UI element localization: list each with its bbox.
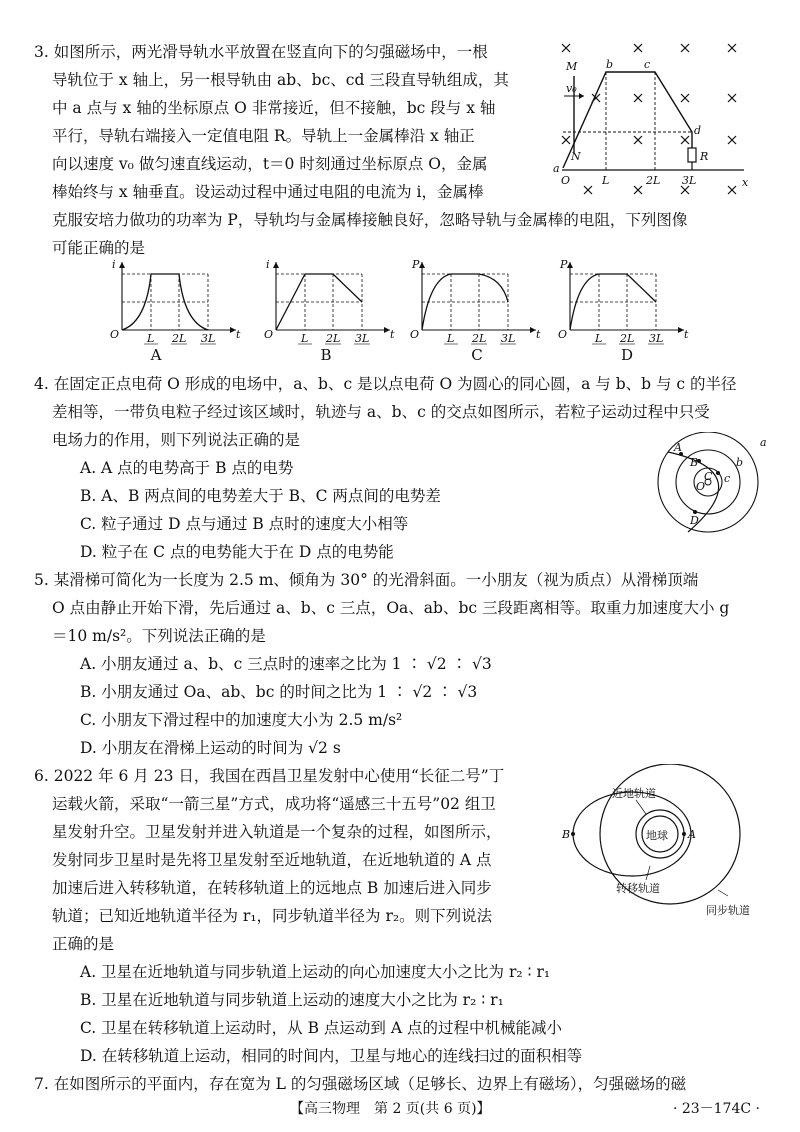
q6-orbit-figure [558,764,768,930]
label-b: b [736,456,744,469]
graph-A-tick2: 2L [172,332,187,345]
label-M: M [566,60,578,73]
q3-line-2: 导轨位于 x 轴上，另一根导轨由 ab、bc、cd 三段直导轨组成，其 [52,71,509,89]
label-a: a [553,162,560,175]
q4-option-a[interactable]: A. A 点的电势高于 B 点的电势 [80,459,294,477]
label-a: a [760,436,767,449]
q3-line-1: 3. 如图所示，两光滑导轨水平放置在竖直向下的匀强磁场中，一根 [34,43,488,61]
label-c: c [724,472,731,485]
label-O: O [696,480,706,493]
graph-D-origin: O [558,328,568,341]
q6-option-c[interactable]: C. 卫星在转移轨道上运动时，从 B 点运动到 A 点的过程中机械能减小 [80,1019,562,1037]
resistor [688,148,696,162]
q4-concentric-figure [648,432,776,538]
graph-A [108,256,248,348]
q3-line-4: 平行，导轨右端接入一定值电阻 R。导轨上一金属棒沿 x 轴正 [52,127,475,145]
graph-B-tick1: L [301,332,309,345]
footer-code: · 23－174C · [672,1101,760,1117]
graph-C-taxis: t [536,328,541,341]
tick-3L: 3L [682,174,697,187]
label-b: b [606,58,614,71]
q6-line-6: 轨道；已知近地轨道半径为 r₁，同步轨道半径为 r₂。则下列说法 [52,907,493,925]
graph-C-tick3: 3L [501,332,516,345]
q5-line-1: 5. 某滑梯可简化为一长度为 2.5 m、倾角为 30° 的光滑斜面。一小朋友（视为质点）从滑梯顶端 [34,571,699,589]
q5-option-c[interactable]: C. 小朋友下滑过程中的加速度大小为 2.5 m/s² [80,711,403,729]
graph-A-tick1: L [147,332,155,345]
q6-option-b[interactable]: B. 卫星在近地轨道与同步轨道上运动的速度大小之比为 r₂ ∶ r₁ [80,991,504,1009]
q7-line-1: 7. 在如图所示的平面内，存在宽为 L 的匀强磁场区域（足够长、边界上有磁场），匀强磁场的磁 [34,1075,687,1093]
footer-title: 【高三物理 第 2 页(共 6 页)】 [290,1101,491,1117]
label-A: A [674,441,682,454]
label-O: O [561,174,571,187]
graph-B [262,256,402,348]
label-transfer-orbit: 转移轨道 [616,882,660,895]
graph-A-origin: O [110,328,120,341]
q3-line-7: 克服安培力做功的功率为 P，导轨均与金属棒接触良好，忽略导轨与金属棒的电阻，下列图像 [52,211,688,229]
q5-option-b[interactable]: B. 小朋友通过 Oa、ab、bc 的时间之比为 1 ∶ √2 ∶ √3 [80,683,478,701]
graph-A-letter: A [150,346,162,364]
bent-rail [563,72,692,168]
label-N: N [571,150,581,163]
q5-line-3: ＝10 m/s²。下列说法正确的是 [52,627,266,645]
tick-L: L [602,174,610,187]
graph-D-letter: D [620,346,634,364]
q4-line-2: 差相等，一带负电粒子经过该区域时，轨迹与 a、b、c 的交点如图所示，若粒子运动过程中只受 [52,403,710,421]
graph-B-tick2: 2L [326,332,341,345]
graph-B-taxis: t [390,328,395,341]
q6-line-7: 正确的是 [52,935,115,953]
label-x: x [742,176,749,189]
label-B: B [690,456,699,469]
graph-D-tick1: L [595,332,603,345]
q4-option-b[interactable]: B. A、B 两点间的电势差大于 B、C 两点间的电势差 [80,487,441,505]
graph-C-letter: C [471,346,483,364]
graph-D-tick3: 3L [649,332,664,345]
graph-B-yaxis: i [266,258,270,271]
label-sync-orbit: 同步轨道 [706,904,750,917]
q3-line-8: 可能正确的是 [52,239,146,257]
q6-line-2: 运载火箭，采取“一箭三星”方式，成功将“遥感三十五号”02 组卫 [52,795,496,813]
q6-line-1: 6. 2022 年 6 月 23 日，我国在西昌卫星发射中心使用“长征二号”丁 [34,767,505,785]
graph-C-tick2: 2L [472,332,487,345]
tick-2L: 2L [646,174,661,187]
graph-B-tick3: 3L [355,332,370,345]
label-C: C [704,470,713,483]
label-earth: 地球 [646,829,668,842]
label-R: R [700,150,709,163]
graph-A-yaxis: i [112,258,116,271]
graph-A-taxis: t [236,328,241,341]
q4-line-1: 4. 在固定正点电荷 O 形成的电场中，a、b、c 是以点电荷 O 为圆心的同心圆，a 与 b、b 与 c 的半径 [34,375,737,393]
label-D: D [690,514,699,527]
q6-line-3: 星发射升空。卫星发射并进入轨道是一个复杂的过程，如图所示， [52,823,502,841]
q4-line-3: 电场力的作用，则下列说法正确的是 [52,431,301,449]
graph-B-origin: O [264,328,274,341]
q4-option-d[interactable]: D. 粒子在 C 点的电势能大于在 D 点的电势能 [80,543,394,561]
label-v0: v₀ [566,82,577,95]
label-B: B [562,828,571,841]
label-A: A [688,828,696,841]
q6-line-4: 发射同步卫星时是先将卫星发射至近地轨道，在近地轨道的 A 点 [52,851,492,869]
graph-D-yaxis: P [560,258,568,271]
q5-option-a[interactable]: A. 小朋友通过 a、b、c 三点时的速率之比为 1 ∶ √2 ∶ √3 [80,655,492,673]
q6-line-5: 加速后进入转移轨道，在转移轨道上的远地点 B 加速后进入同步 [52,879,492,897]
label-d: d [694,124,702,137]
q3-rails-figure [548,40,768,200]
transfer-orbit [573,792,691,876]
graph-A-tick3: 3L [201,332,216,345]
graph-D-taxis: t [684,328,689,341]
q3-line-6: 棒始终与 x 轴垂直。设运动过程中通过电阻的电流为 i，金属棒 [52,183,484,201]
q3-line-3: 中 a 点与 x 轴的坐标原点 O 非常接近，但不接触，bc 段与 x 轴 [52,99,496,117]
graph-C-yaxis: P [412,258,420,271]
graph-D [556,256,696,348]
q4-option-c[interactable]: C. 粒子通过 D 点与通过 B 点时的速度大小相等 [80,515,409,533]
q5-line-2: O 点由静止开始下滑，先后通过 a、b、c 三点，Oa、ab、bc 三段距离相等。取重力加速度大小 g [52,599,730,617]
graph-D-tick2: 2L [620,332,635,345]
graph-C [408,256,548,348]
q5-option-d[interactable]: D. 小朋友在滑梯上运动的时间为 √2 s [80,739,341,757]
page-footer [0,1098,800,1120]
label-c: c [644,58,651,71]
q3-line-5: 向以速度 v₀ 做匀速直线运动，t＝0 时刻通过坐标原点 O，金属 [52,155,488,173]
graph-B-letter: B [320,346,332,364]
graph-C-tick1: L [447,332,455,345]
label-near-orbit: 近地轨道 [612,787,656,800]
graph-C-origin: O [410,328,420,341]
q6-option-d[interactable]: D. 在转移轨道上运动，相同的时间内，卫星与地心的连线扫过的面积相等 [80,1047,583,1065]
q6-option-a[interactable]: A. 卫星在近地轨道与同步轨道上运动的向心加速度大小之比为 r₂ ∶ r₁ [80,963,551,981]
